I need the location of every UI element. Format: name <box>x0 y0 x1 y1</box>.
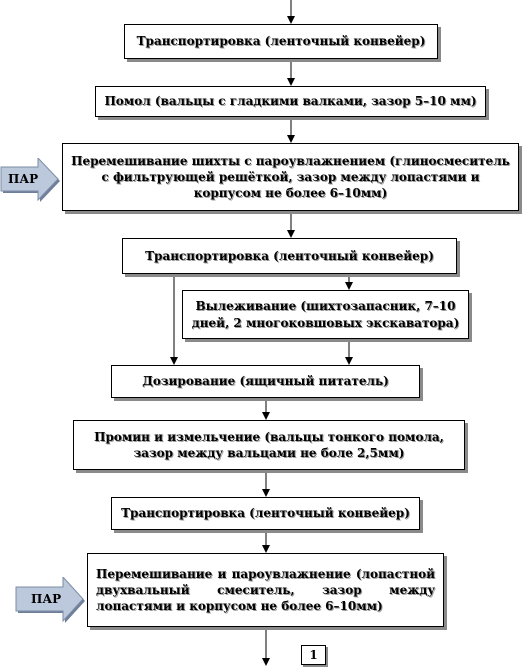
step-grinding-label: Помол (вальцы с гладкими валками, зазор 5–10 мм) <box>104 94 477 109</box>
steam-input-arrow-1 <box>0 158 62 204</box>
step-grinding <box>95 86 486 117</box>
offpage-connector-label: 1 <box>309 648 318 662</box>
step-transport-2-label: Транспортировка (ленточный конвейер) <box>145 248 434 263</box>
step-transport-1-label: Транспортировка (ленточный конвейер) <box>136 34 426 49</box>
step-mixing-1 <box>62 143 519 211</box>
step-transport-3 <box>111 497 420 530</box>
step-mixing-2 <box>87 553 444 627</box>
step-transport-3-label: Транспортировка (ленточный конвейер) <box>121 506 410 521</box>
step-aging <box>182 290 469 339</box>
step-transport-2 <box>122 238 457 274</box>
step-dosing <box>111 365 420 398</box>
offpage-connector-1 <box>301 645 326 665</box>
step-regrinding-label: Промин и измельчение (вальцы тонкого помола, зазор между вальцами не боле 2,5мм) <box>94 429 444 460</box>
step-regrinding <box>73 420 465 470</box>
steam-label-1: ПАР <box>8 172 39 186</box>
step-mixing-2-label: Перемешивание и пароувлажнение (лопастной двухвальный смеситель, зазор между лопастями и корпусом не более 6–10мм) <box>96 566 435 614</box>
step-dosing-label: Дозирование (ящичный питатель) <box>142 374 389 389</box>
step-mixing-1-label: Перемешивание шихты с пароувлажнением (глиносмеситель с фильтрующей решёткой, зазор между лопастями и корпусом не более 6–10мм) <box>71 153 510 201</box>
step-aging-label: Вылеживание (шихтозапасник, 7–10 дней, 2 многоковшовых экскаватора) <box>191 299 460 330</box>
step-transport-1 <box>124 24 438 59</box>
steam-label-2: ПАР <box>31 592 62 606</box>
steam-input-arrow-2 <box>15 577 87 625</box>
